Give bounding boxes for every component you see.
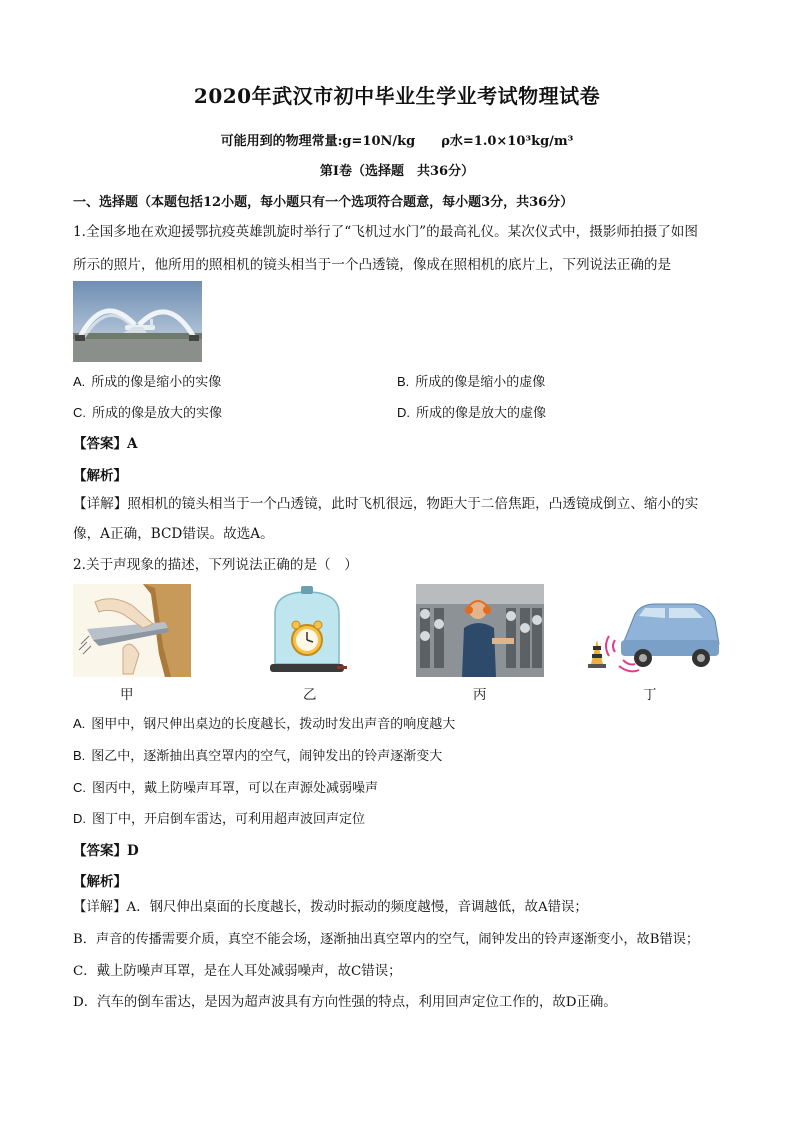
q2-option-a: A. 图甲中，钢尺伸出桌边的长度越长，拨动时发出声音的响度越大	[73, 716, 456, 732]
q1-stem-line1: 1.全国多地在欢迎援鄂抗疫英雄凯旋时举行了“飞机过水门”的最高礼仪。某次仪式中，摄影师拍摄了如图	[73, 224, 698, 240]
figure-yi-bell-jar	[267, 584, 347, 677]
q1-option-b: B. 所成的像是缩小的虚像	[397, 374, 546, 390]
q2-detail-line1: 【详解】A．钢尺伸出桌面的长度越长，拨动时振动的频度越慢，音调越低，故A错误；	[73, 900, 588, 915]
q1-option-d: D. 所成的像是放大的虚像	[397, 405, 547, 421]
q2-answer: 【答案】D	[73, 843, 139, 859]
q1-option-c: C. 所成的像是放大的实像	[73, 405, 223, 421]
q2-analysis-label: 【解析】	[73, 874, 127, 890]
water-salute-photo	[73, 281, 202, 362]
ruler-on-table-icon	[73, 584, 191, 677]
caption-ding: 丁	[643, 687, 657, 703]
bell-jar-icon	[267, 584, 347, 677]
caption-bing: 丙	[473, 687, 487, 703]
constants-line	[0, 130, 794, 149]
q2-option-d: D. 图丁中，开启倒车雷达，可利用超声波回声定位	[73, 811, 366, 827]
car-reversing-radar-icon	[583, 584, 721, 677]
q1-answer: 【答案】A	[73, 436, 138, 452]
q2-stem: 2.关于声现象的描述，下列说法正确的是（ ）	[73, 557, 358, 573]
q2-option-c: C. 图丙中，戴上防噪声耳罩，可以在声源处减弱噪声	[73, 780, 379, 796]
q1-stem-line2: 所示的照片，他所用的照相机的镜头相当于一个凸透镜，像成在照相机的底片上，下列说法正确的是	[73, 257, 672, 273]
constant-rho: ρ水=1.0×10³kg/m³	[441, 134, 574, 149]
factory-worker-icon	[416, 584, 544, 677]
airplane-water-gate-image	[73, 281, 202, 362]
q2-detail-line3: C．戴上防噪声耳罩，是在人耳处减弱噪声，故C错误；	[73, 964, 402, 979]
q1-detail-line2: 像，A正确，BCD错误。故选A。	[73, 526, 274, 542]
figure-ding-car-radar	[583, 584, 721, 677]
q2-detail-line4: D．汽车的倒车雷达，是因为超声波具有方向性强的特点，利用回声定位工作的，故D正确。	[73, 995, 617, 1010]
figure-bing-factory	[416, 584, 544, 677]
q2-option-b: B. 图乙中，逐渐抽出真空罩内的空气，闹钟发出的铃声逐渐变大	[73, 748, 443, 764]
section-heading: 一、选择题（本题包括12小题，每小题只有一个选项符合题意，每小题3分，共36分）	[73, 195, 574, 210]
q1-detail-line1: 【详解】照相机的镜头相当于一个凸透镜，此时飞机很远，物距大于二倍焦距，凸透镜成倒立、缩小的实	[73, 496, 699, 512]
constant-g: 可能用到的物理常量:g=10N/kg	[220, 134, 416, 149]
q2-detail-line2: B．声音的传播需要介质，真空不能会场，逐渐抽出真空罩内的空气，闹钟发出的铃声逐渐变小，故B错误；	[73, 932, 700, 947]
q1-analysis-label: 【解析】	[73, 468, 127, 484]
caption-yi: 乙	[303, 687, 317, 703]
q1-option-a: A. 所成的像是缩小的实像	[73, 374, 222, 390]
figure-jia-ruler	[73, 584, 191, 677]
caption-jia: 甲	[120, 687, 134, 703]
section-title: 第Ⅰ卷（选择题 共36分）	[319, 164, 475, 179]
page-title: 2020年武汉市初中毕业生学业考试物理试卷	[193, 84, 601, 108]
